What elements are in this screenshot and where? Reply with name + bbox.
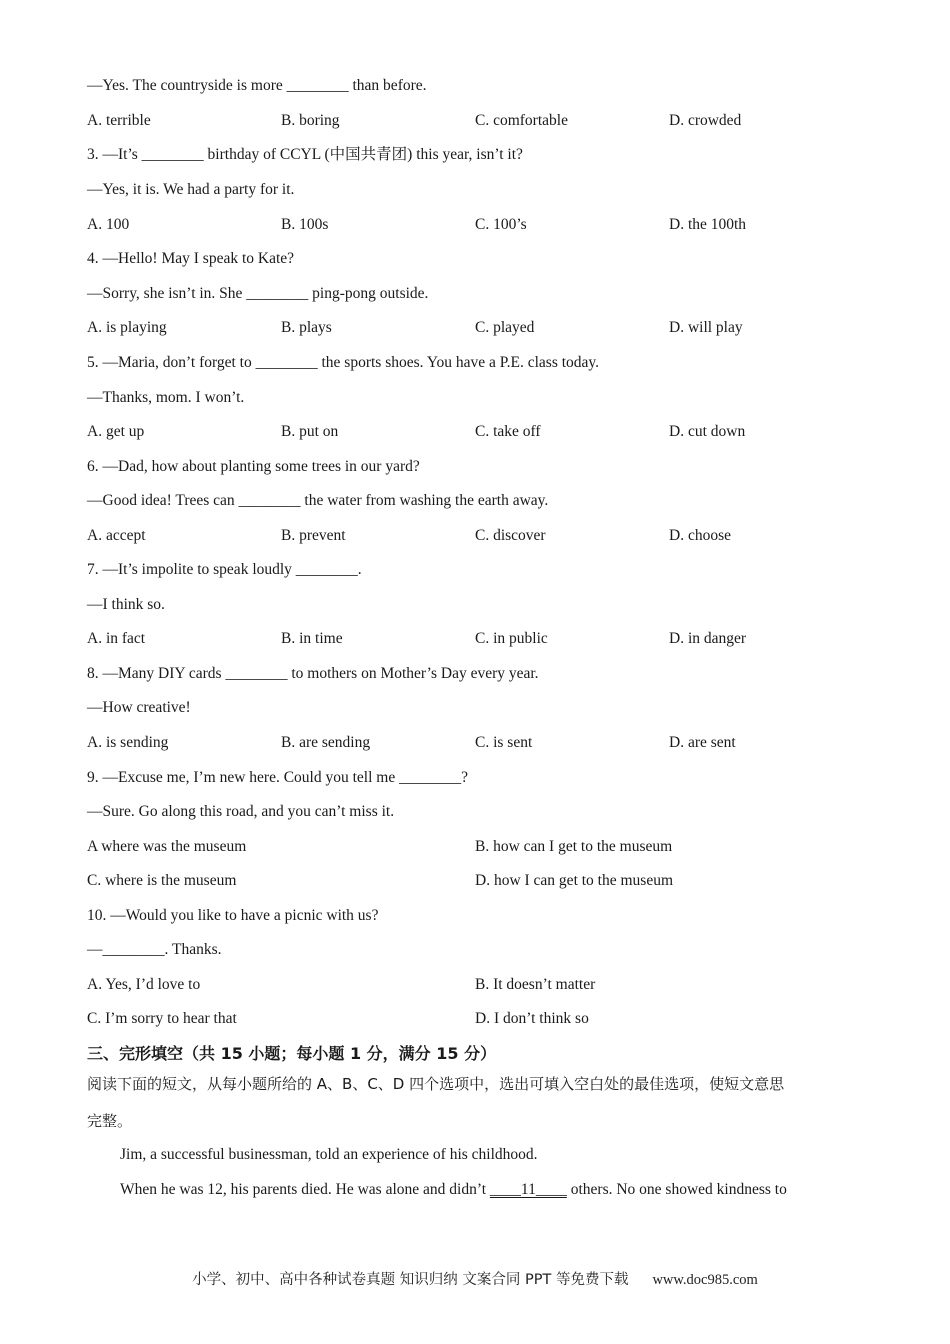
- q3-options: [87, 215, 887, 235]
- q9-options-row1: [87, 837, 887, 857]
- q9-question: 9. —Excuse me, I’m new here. Could you tell me ________?: [87, 769, 468, 786]
- q10-option-a: A. Yes, I’d love to: [87, 976, 201, 993]
- q8-options: [87, 733, 887, 753]
- q9-option-a: A where was the museum: [87, 838, 247, 855]
- q6-answer: —Good idea! Trees can ________ the water from washing the earth away.: [87, 492, 549, 509]
- q8-option-d: D. are sent: [669, 734, 736, 751]
- q3-question: 3. —It’s ________ birthday of CCYL (中国共青团) this year, isn’t it?: [87, 146, 523, 163]
- section-instruction-cont: 完整。: [87, 1112, 133, 1130]
- q7-question: 7. —It’s impolite to speak loudly ________.: [87, 561, 362, 578]
- q6-options: [87, 526, 887, 546]
- q6-question: 6. —Dad, how about planting some trees in our yard?: [87, 458, 420, 475]
- q10-option-b: B. It doesn’t matter: [475, 976, 596, 993]
- q4-answer: —Sorry, she isn’t in. She ________ ping-pong outside.: [87, 285, 429, 302]
- q8-question: 8. —Many DIY cards ________ to mothers on Mother’s Day every year.: [87, 665, 539, 682]
- passage-text-cont: others. No one showed kindness to: [566, 1181, 787, 1198]
- q5-options: [87, 422, 887, 442]
- q10-option-d: D. I don’t think so: [475, 1010, 589, 1027]
- q3-option-d: D. the 100th: [669, 216, 747, 233]
- q7-options: [87, 629, 887, 649]
- q4-option-c: C. played: [475, 319, 535, 336]
- q10-question: 10. —Would you like to have a picnic with us?: [87, 907, 379, 924]
- cloze-blank-11: ____11____: [489, 1181, 567, 1198]
- q3-option-a: A. 100: [87, 216, 130, 233]
- q5-option-a: A. get up: [87, 423, 145, 440]
- q5-option-c: C. take off: [475, 423, 541, 440]
- q2-option-c: C. comfortable: [475, 112, 568, 129]
- q9-answer: —Sure. Go along this road, and you can’t miss it.: [87, 803, 395, 820]
- q2-option-a: A. terrible: [87, 112, 151, 129]
- q6-option-d: D. choose: [669, 527, 731, 544]
- q6-option-c: C. discover: [475, 527, 546, 544]
- q10-options-row1: [87, 975, 887, 995]
- q5-question: 5. —Maria, don’t forget to ________ the sports shoes. You have a P.E. class today.: [87, 354, 600, 371]
- q3-option-b: B. 100s: [281, 216, 329, 233]
- q8-option-c: C. is sent: [475, 734, 533, 751]
- q9-option-d: D. how I can get to the museum: [475, 872, 674, 889]
- q4-option-d: D. will play: [669, 319, 743, 336]
- q5-answer: —Thanks, mom. I won’t.: [87, 389, 245, 406]
- q4-options: [87, 318, 887, 338]
- q3-answer: —Yes, it is. We had a party for it.: [87, 181, 295, 198]
- q10-options-row2: [87, 1009, 887, 1029]
- q6-option-a: A. accept: [87, 527, 146, 544]
- passage-paragraph-1: Jim, a successful businessman, told an experience of his childhood.: [120, 1146, 538, 1163]
- passage-paragraph-2: [120, 1180, 787, 1200]
- q8-option-b: B. are sending: [281, 734, 371, 751]
- q7-option-d: D. in danger: [669, 630, 747, 647]
- q2-option-d: D. crowded: [669, 112, 742, 129]
- q10-answer: —________. Thanks.: [87, 941, 222, 958]
- q7-option-a: A. in fact: [87, 630, 146, 647]
- q2-options: [87, 111, 887, 131]
- section-heading: 三、完形填空（共 15 小题；每小题 1 分，满分 15 分）: [87, 1044, 497, 1063]
- q8-answer: —How creative!: [87, 699, 191, 716]
- q9-options-row2: [87, 871, 887, 891]
- q7-option-c: C. in public: [475, 630, 548, 647]
- q3-option-c: C. 100’s: [475, 216, 527, 233]
- page-footer: [0, 1268, 950, 1289]
- section-instruction: 阅读下面的短文，从每小题所给的 A、B、C、D 四个选项中，选出可填入空白处的最佳选项，使短文意思: [87, 1075, 785, 1093]
- q7-answer: —I think so.: [87, 596, 165, 613]
- q8-option-a: A. is sending: [87, 734, 169, 751]
- q4-question: 4. —Hello! May I speak to Kate?: [87, 250, 295, 267]
- q4-option-a: A. is playing: [87, 319, 167, 336]
- q6-option-b: B. prevent: [281, 527, 346, 544]
- q9-option-b: B. how can I get to the museum: [475, 838, 673, 855]
- q9-option-c: C. where is the museum: [87, 872, 237, 889]
- q4-option-b: B. plays: [281, 319, 332, 336]
- q5-option-b: B. put on: [281, 423, 339, 440]
- q7-option-b: B. in time: [281, 630, 343, 647]
- q2-answer: —Yes. The countryside is more ________ than before.: [87, 77, 427, 94]
- q5-option-d: D. cut down: [669, 423, 746, 440]
- footer-text: 小学、初中、高中各种试卷真题 知识归纳 文案合同 PPT 等免费下载: [192, 1272, 629, 1288]
- q2-option-b: B. boring: [281, 112, 340, 129]
- passage-text: When he was 12, his parents died. He was alone and didn’t: [120, 1181, 490, 1198]
- q10-option-c: C. I’m sorry to hear that: [87, 1010, 237, 1027]
- footer-url: www.doc985.com: [652, 1272, 758, 1288]
